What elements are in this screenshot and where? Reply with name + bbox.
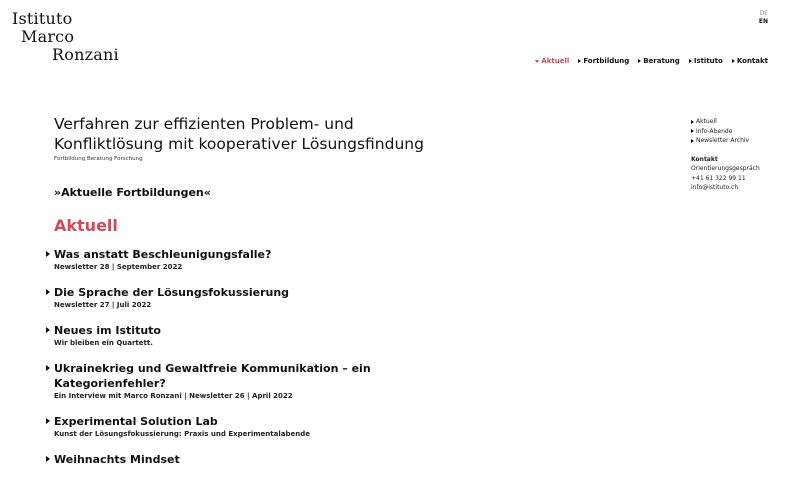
section-title: Aktuell bbox=[54, 216, 118, 235]
triangle-right-icon bbox=[46, 251, 50, 257]
nav-item-label: Kontakt bbox=[736, 57, 768, 65]
logo-line-2: Marco bbox=[21, 27, 75, 46]
sidebar-link-aktuell[interactable] bbox=[691, 117, 781, 127]
triangle-right-icon bbox=[578, 59, 581, 63]
page-tagline: Fortbildung Beratung Forschung bbox=[54, 156, 143, 162]
article-subtitle: Kunst der Lösungsfokussierung: Praxis und Experimentalabende bbox=[54, 430, 310, 438]
main-navigation bbox=[535, 57, 768, 65]
sidebar-link-info-abende[interactable] bbox=[691, 127, 781, 137]
triangle-right-icon bbox=[46, 289, 50, 295]
triangle-right-icon bbox=[638, 59, 641, 63]
article-title[interactable]: Weihnachts Mindset bbox=[54, 453, 180, 466]
language-switcher bbox=[759, 10, 768, 26]
contact-heading: Kontakt bbox=[691, 155, 718, 163]
triangle-right-icon bbox=[691, 120, 694, 124]
article-title[interactable]: Was anstatt Beschleunigungsfalle? bbox=[54, 248, 272, 261]
nav-item-kontakt[interactable] bbox=[732, 57, 768, 65]
triangle-right-icon bbox=[691, 139, 694, 143]
triangle-right-icon bbox=[46, 456, 50, 462]
site-logo[interactable] bbox=[12, 10, 119, 64]
nav-item-label: Istituto bbox=[693, 57, 723, 65]
nav-item-fortbildung[interactable] bbox=[578, 57, 629, 65]
contact-orientation-link[interactable]: Orientierungsgespräch bbox=[691, 165, 760, 172]
nav-item-beratung[interactable] bbox=[638, 57, 680, 65]
sidebar-link-newsletter-archiv[interactable] bbox=[691, 136, 781, 146]
contact-phone[interactable]: +41 61 322 99 11 bbox=[691, 174, 746, 182]
article-title[interactable]: Neues im Istituto bbox=[54, 324, 161, 337]
triangle-right-icon bbox=[46, 327, 50, 333]
sidebar-link-label: Info-Abende bbox=[696, 127, 733, 135]
sidebar bbox=[691, 117, 781, 193]
article-list bbox=[54, 247, 434, 467]
article-item[interactable] bbox=[54, 361, 434, 400]
sidebar-link-label: Newsletter Archiv bbox=[696, 137, 750, 144]
article-subtitle: Newsletter 27 | Juli 2022 bbox=[54, 301, 152, 309]
article-title[interactable]: Die Sprache der Lösungsfokussierung bbox=[54, 286, 290, 299]
article-item[interactable] bbox=[54, 414, 434, 438]
triangle-right-icon bbox=[689, 59, 692, 63]
article-item[interactable] bbox=[54, 323, 434, 347]
main-content bbox=[54, 114, 434, 481]
triangle-right-icon bbox=[732, 59, 735, 63]
article-title[interactable]: Experimental Solution Lab bbox=[54, 415, 218, 428]
contact-email[interactable]: info@istituto.ch bbox=[691, 184, 739, 191]
triangle-right-icon bbox=[46, 365, 50, 371]
article-title[interactable]: Ukrainekrieg und Gewaltfreie Kommunikation – ein Kategorienfehler? bbox=[54, 362, 371, 390]
article-item[interactable] bbox=[54, 452, 434, 467]
nav-item-label: Beratung bbox=[643, 57, 680, 65]
logo-line-3: Ronzani bbox=[52, 45, 119, 64]
nav-item-label: Aktuell bbox=[541, 57, 570, 65]
triangle-down-icon bbox=[535, 60, 539, 63]
article-item[interactable] bbox=[54, 247, 434, 271]
language-en-link[interactable]: EN bbox=[758, 18, 768, 25]
nav-item-istituto[interactable] bbox=[689, 57, 723, 65]
triangle-right-icon bbox=[46, 418, 50, 424]
nav-item-label: Fortbildung bbox=[583, 57, 630, 65]
page-headline: Verfahren zur effizienten Problem- und Konfliktlösung mit kooperativer Lösungsfindung bbox=[54, 115, 424, 153]
article-subtitle: Wir bleiben ein Quartett. bbox=[54, 339, 153, 347]
featured-link[interactable]: »Aktuelle Fortbildungen« bbox=[54, 186, 211, 199]
language-de-link[interactable]: DE bbox=[759, 10, 768, 17]
article-subtitle: Newsletter 28 | September 2022 bbox=[54, 263, 183, 271]
article-subtitle: Ein Interview mit Marco Ronzani | Newsletter 26 | April 2022 bbox=[54, 392, 293, 400]
sidebar-link-label: Aktuell bbox=[696, 118, 717, 125]
nav-item-aktuell[interactable] bbox=[535, 57, 569, 65]
triangle-right-icon bbox=[691, 129, 694, 133]
logo-line-1: Istituto bbox=[12, 9, 73, 28]
article-item[interactable] bbox=[54, 285, 434, 309]
